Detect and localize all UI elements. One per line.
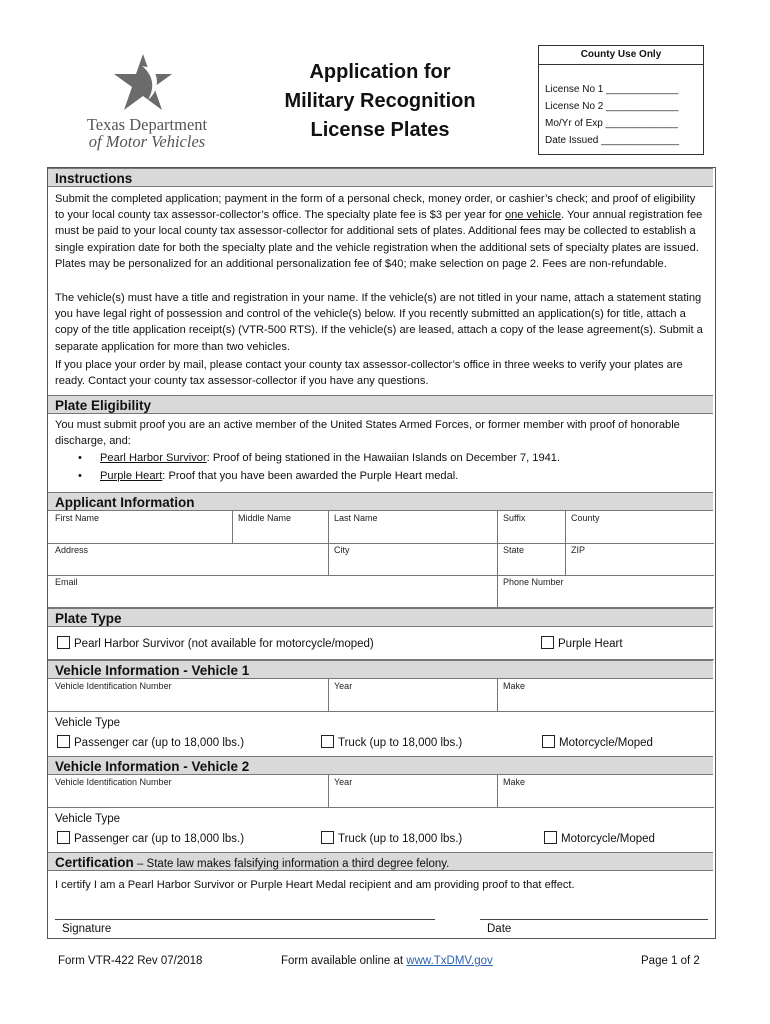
title-line-1: Application for xyxy=(309,61,451,83)
page-number: Page 1 of 2 xyxy=(641,955,700,967)
vehicle-2-moto-checkbox[interactable] xyxy=(544,831,655,846)
suffix-field[interactable]: Suffix xyxy=(503,513,526,523)
form-frame xyxy=(47,167,716,939)
checkbox-icon[interactable] xyxy=(542,735,555,748)
vehicle-2-make-field[interactable]: Make xyxy=(503,777,526,787)
checkbox-label: Passenger car (up to 18,000 lbs.) xyxy=(74,833,245,845)
checkbox-icon[interactable] xyxy=(541,636,554,649)
signature-line[interactable] xyxy=(55,919,435,920)
vehicle-2-type-label: Vehicle Type xyxy=(55,813,121,825)
checkbox-label: Truck (up to 18,000 lbs.) xyxy=(338,737,463,749)
county-date-issued: Date Issued ______________ xyxy=(545,135,680,146)
checkbox-icon[interactable] xyxy=(321,735,334,748)
checkbox-icon[interactable] xyxy=(57,636,70,649)
bullet-text: : Proof that you have been awarded the Purple Heart medal. xyxy=(162,470,459,482)
county-field[interactable]: County xyxy=(571,513,600,523)
eligibility-bullet-2 xyxy=(100,470,458,482)
checkbox-icon[interactable] xyxy=(321,831,334,844)
form-number: Form VTR-422 Rev 07/2018 xyxy=(58,955,203,967)
certification-title: Certification xyxy=(55,855,134,870)
address-field[interactable]: Address xyxy=(55,545,89,555)
signature-label: Signature xyxy=(62,923,112,935)
p1-text-b: . Your annual registration fee must be paid to your local county tax assessor-collector for additional sets of plates. Additional fees may be collected to establish a single expiration date for both the specialty plate and the vehicle registration when the additional sets of specialty plates are issued. Plates may be personalized for an additional personalization fee of $40; make selection on page 2. Fees are non-refundable. xyxy=(55,209,703,270)
checkbox-icon[interactable] xyxy=(57,831,70,844)
bullet-term: Pearl Harbor Survivor xyxy=(100,452,207,464)
county-license-no-2: License No 2 _____________ xyxy=(545,101,679,112)
middle-name-field[interactable]: Middle Name xyxy=(238,513,292,523)
certification-text: I certify I am a Pearl Harbor Survivor or Purple Heart Medal recipient and am providing proof to that effect. xyxy=(55,879,575,891)
plate-type-header: Plate Type xyxy=(48,608,713,627)
bullet-text: : Proof of being stationed in the Hawaiian Islands on December 7, 1941. xyxy=(206,452,561,464)
last-name-field[interactable]: Last Name xyxy=(334,513,378,523)
instructions-paragraph-1 xyxy=(55,191,707,272)
checkbox-icon[interactable] xyxy=(57,735,70,748)
star-logo-icon xyxy=(112,52,174,114)
checkbox-label: Pearl Harbor Survivor (not available for motorcycle/moped) xyxy=(74,638,374,650)
p1-underlined: one vehicle xyxy=(504,209,562,222)
page-title xyxy=(270,58,490,145)
txdmv-link[interactable]: www.TxDMV.gov xyxy=(406,955,493,967)
vehicle-2-year-field[interactable]: Year xyxy=(334,777,353,787)
bullet-term: Purple Heart xyxy=(100,470,163,482)
agency-logo-text xyxy=(82,116,212,150)
vehicle-2-vin-field[interactable]: Vehicle Identification Number xyxy=(55,777,172,787)
title-line-2: Military Recognition xyxy=(284,90,476,112)
county-license-no-1: License No 1 _____________ xyxy=(545,84,679,95)
zip-field[interactable]: ZIP xyxy=(571,545,586,555)
vehicle-1-header: Vehicle Information - Vehicle 1 xyxy=(48,660,713,679)
certification-subtitle: – State law makes falsifying information a third degree felony. xyxy=(133,858,450,870)
vehicle-1-year-field[interactable]: Year xyxy=(334,681,353,691)
vehicle-1-type-label: Vehicle Type xyxy=(55,717,121,729)
checkbox-label: Truck (up to 18,000 lbs.) xyxy=(338,833,463,845)
vehicle-1-vin-field[interactable]: Vehicle Identification Number xyxy=(55,681,172,691)
online-notice xyxy=(281,955,493,967)
vehicle-2-car-checkbox[interactable] xyxy=(57,831,244,846)
applicant-header: Applicant Information xyxy=(48,492,713,511)
vehicle-1-car-checkbox[interactable] xyxy=(57,735,244,750)
phone-field[interactable]: Phone Number xyxy=(503,577,564,587)
county-exp: Mo/Yr of Exp _____________ xyxy=(545,118,678,129)
instructions-paragraph-2: The vehicle(s) must have a title and registration in your name. If the vehicle(s) are not titled in your name, attach a statement stating you have legal right of possession and control of the vehicle(s) below. If you recently submitted an application(s) for title, attach a copy of the title application receipt(s) (VTR-500 RTS). If the vehicle(s) are leased, attach a copy of the lease agreement(s). Submit a separate application for more than two vehicles. xyxy=(55,292,703,353)
date-line[interactable] xyxy=(480,919,708,920)
instructions-header: Instructions xyxy=(48,168,713,187)
vehicle-1-make-field[interactable]: Make xyxy=(503,681,526,691)
checkbox-label: Motorcycle/Moped xyxy=(559,737,653,749)
county-box-header: County Use Only xyxy=(539,46,703,65)
email-field[interactable]: Email xyxy=(55,577,78,587)
title-line-3: License Plates xyxy=(310,119,450,141)
certification-header xyxy=(48,852,713,871)
eligibility-header: Plate Eligibility xyxy=(48,395,713,414)
vehicle-1-moto-checkbox[interactable] xyxy=(542,735,653,750)
purple-heart-checkbox[interactable] xyxy=(541,636,623,651)
first-name-field[interactable]: First Name xyxy=(55,513,100,523)
logo-line-1: Texas Department xyxy=(86,115,208,134)
state-field[interactable]: State xyxy=(503,545,525,555)
instructions-paragraph-3: If you place your order by mail, please contact your county tax assessor-collector’s office in three weeks to verify your plates are ready. Contact your county tax assessor-collector if you have any questions. xyxy=(55,359,683,388)
checkbox-label: Motorcycle/Moped xyxy=(561,833,655,845)
vehicle-2-header: Vehicle Information - Vehicle 2 xyxy=(48,756,713,775)
date-label: Date xyxy=(487,923,512,935)
checkbox-icon[interactable] xyxy=(544,831,557,844)
checkbox-label: Passenger car (up to 18,000 lbs.) xyxy=(74,737,245,749)
city-field[interactable]: City xyxy=(334,545,350,555)
logo-line-2: of Motor Vehicles xyxy=(88,132,206,151)
county-use-only-box xyxy=(538,45,704,155)
p1-text-a: Submit the completed application; payment in the form of a personal check, money order, or cashier’s check; and proof of eligibility to your local county tax assessor-collector’s office. The specialty plate fee is $3 per year for xyxy=(55,193,696,222)
online-prefix: Form available online at xyxy=(281,955,407,967)
checkbox-label: Purple Heart xyxy=(558,638,623,650)
bullet-dot-icon: • xyxy=(78,452,82,464)
eligibility-bullet-1 xyxy=(100,452,560,464)
vehicle-2-truck-checkbox[interactable] xyxy=(321,831,462,846)
bullet-dot-icon: • xyxy=(78,470,82,482)
pearl-harbor-checkbox[interactable] xyxy=(57,636,374,651)
vehicle-1-truck-checkbox[interactable] xyxy=(321,735,462,750)
eligibility-intro: You must submit proof you are an active member of the United States Armed Forces, or former member with proof of honorable discharge, and: xyxy=(55,419,680,448)
